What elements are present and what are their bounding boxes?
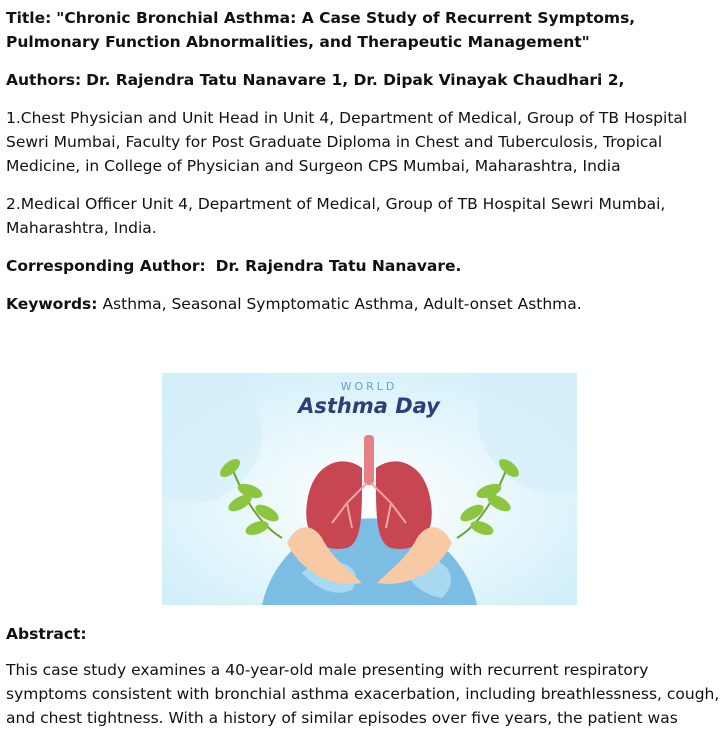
corresponding-label: Corresponding Author: [6, 257, 206, 275]
keywords-line [6, 292, 718, 316]
corresponding-author [6, 254, 718, 278]
authors-label: Authors: [6, 71, 82, 89]
authors-line [6, 68, 718, 92]
figure-small-text: WORLD [340, 380, 398, 393]
title-label: Title: [6, 9, 52, 27]
keywords-text: Asthma, Seasonal Symptomatic Asthma, Adult-onset Asthma. [102, 295, 582, 313]
corresponding-text: Dr. Rajendra Tatu Nanavare. [215, 257, 462, 275]
abstract-text: This case study examines a 40-year-old male presenting with recurrent respiratory symptoms consistent with bronchial asthma exacerbation, including breathlessness, cough, and chest tightness. With a history of similar episodes over five years, the patient was [6, 661, 720, 727]
paper-title [6, 6, 718, 54]
title-text: "Chronic Bronchial Asthma: A Case Study of Recurrent Symptoms, Pulmonary Function Abnormalities, and Therapeutic Management" [6, 9, 636, 51]
affiliation-1: 1.Chest Physician and Unit Head in Unit 4, Department of Medical, Group of TB Hospital Sewri Mumbai, Faculty for Post Graduate Diploma in Chest and Tuberculosis, Tropical Medicine, in College of Physician and Surgeon CPS Mumbai, Maharashtra, India [6, 109, 688, 175]
abstract-heading [6, 622, 718, 646]
figure-big-text: Asthma Day [298, 394, 440, 418]
keywords-label: Keywords: [6, 295, 98, 313]
world-asthma-day-illustration [162, 373, 577, 605]
abstract-heading-text: Abstract: [6, 625, 87, 643]
affiliation-2: 2.Medical Officer Unit 4, Department of Medical, Group of TB Hospital Sewri Mumbai, Maharashtra, India. [6, 195, 666, 237]
world-asthma-day-figure [162, 373, 577, 605]
authors-text: Dr. Rajendra Tatu Nanavare 1, Dr. Dipak Vinayak Chaudhari 2, [86, 71, 625, 89]
